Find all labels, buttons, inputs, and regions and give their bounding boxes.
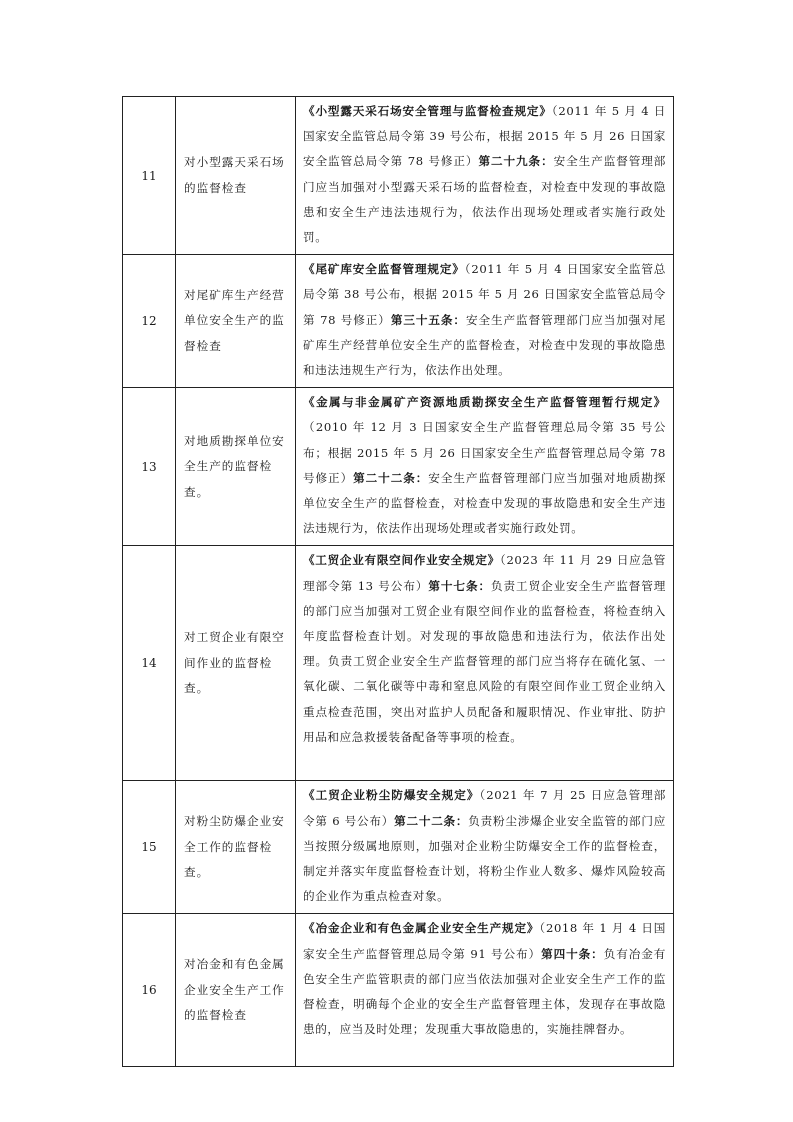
inspection-item: 对粉尘防爆企业安全工作的监督检查。 <box>176 781 296 914</box>
law-title: 《工贸企业有限空间作业安全规定》 <box>303 553 500 568</box>
legal-basis <box>296 97 674 255</box>
table-row <box>123 914 674 1067</box>
law-title: 《冶金企业和有色金属企业安全生产规定》 <box>303 921 540 936</box>
legal-basis <box>296 781 674 914</box>
table-row <box>123 388 674 546</box>
law-title: 《金属与非金属矿产资源地质勘探安全生产监督管理暂行规定》 <box>303 395 666 410</box>
law-source: （2011 年 5 月 4 日国家安全监管总局令第 39 号公布，根据 2015 年 5 月 26 日国家安全监管总局令第 78 号修正） <box>303 104 666 169</box>
article-number: 第十七条： <box>428 578 491 593</box>
table-row <box>123 781 674 914</box>
article-text: 负责工贸企业安全生产监督管理的部门应当加强对工贸企业有限空间作业的监督检查，将检查纳入年度监督检查计划。对发现的事故隐患和违法行为，依法作出处理。负责工贸企业安全生产监督管理的部门应当将存在硫化氢、一氧化碳、二氧化碳等中毒和窒息风险的有限空间作业工贸企业纳入重点检查范围，突出对监护人员配备和履职情况、作业审批、防护用品和应急救援装备配备等事项的检查。 <box>303 578 666 744</box>
legal-basis <box>296 914 674 1067</box>
inspection-item: 对地质勘探单位安全生产的监督检查。 <box>176 388 296 546</box>
law-source: （2011 年 5 月 4 日国家安全监管总局令第 38 号公布，根据 2015 年 5 月 26 日国家安全监管总局令第 78 号修正） <box>303 262 666 327</box>
table-row <box>123 546 674 781</box>
legal-basis <box>296 255 674 388</box>
article-text: 负有冶金有色安全生产监管职责的部门应当依法加强对企业安全生产工作的监督检查，明确每个企业的安全生产监督管理主体，发现存在事故隐患的，应当及时处理；发现重大事故隐患的，实施挂牌督办。 <box>303 946 666 1037</box>
table-row <box>123 255 674 388</box>
article-number: 第三十五条： <box>390 312 466 327</box>
inspection-item: 对小型露天采石场的监督检查 <box>176 97 296 255</box>
row-number: 15 <box>123 781 176 914</box>
article-number: 第二十九条： <box>478 154 554 169</box>
row-number: 16 <box>123 914 176 1067</box>
article-number: 第四十条： <box>541 946 604 961</box>
inspection-item: 对冶金和有色金属企业安全生产工作的监督检查 <box>176 914 296 1067</box>
article-number: 第二十二条： <box>394 813 469 828</box>
law-title: 《尾矿库安全监督管理规定》 <box>303 262 465 277</box>
article-text: 安全生产监督管理部门应当加强对地质勘探单位安全生产的监督检查，对检查中发现的事故隐患和安全生产违法违规行为，依法作出现场处理或者实施行政处罚。 <box>303 470 666 536</box>
table-row <box>123 97 674 255</box>
article-text: 负责粉尘涉爆企业安全监管的部门应当按照分级属地原则，加强对企业粉尘防爆安全工作的监督检查，制定并落实年度监督检查计划，将粉尘作业人数多、爆炸风险较高的企业作为重点检查对象。 <box>303 813 666 904</box>
legal-basis <box>296 388 674 546</box>
article-number: 第二十二条： <box>353 470 429 485</box>
row-number: 12 <box>123 255 176 388</box>
law-source: （2018 年 1 月 4 日国家安全生产监督管理总局令第 91 号公布） <box>303 921 666 961</box>
law-title: 《小型露天采石场安全管理与监督检查规定》 <box>303 104 552 118</box>
law-source: （2023 年 11 月 29 日应急管理部令第 13 号公布） <box>303 553 666 593</box>
legal-basis <box>296 546 674 781</box>
law-title: 《工贸企业粉尘防爆安全规定》 <box>303 788 480 803</box>
row-number: 13 <box>123 388 176 546</box>
article-text: 安全生产监督管理部门应当加强对小型露天采石场的监督检查，对检查中发现的事故隐患和安全生产违法违规行为，依法作出现场处理或者实施行政处罚。 <box>303 154 666 245</box>
inspection-item: 对工贸企业有限空间作业的监督检查。 <box>176 546 296 781</box>
law-source: （2021 年 7 月 25 日应急管理部令第 6 号公布） <box>303 788 666 828</box>
inspection-item: 对尾矿库生产经营单位安全生产的监督检查 <box>176 255 296 388</box>
regulation-table <box>122 96 674 1067</box>
article-text: 安全生产监督管理部门应当加强对尾矿库生产经营单位安全生产的监督检查，对检查中发现的事故隐患和违法违规生产行为，依法作出处理。 <box>303 312 666 378</box>
row-number: 14 <box>123 546 176 781</box>
law-source: （2010 年 12 月 3 日国家安全生产监督管理总局令第 35 号公布；根据 2015 年 5 月 26 日国家安全生产监督管理总局令第 78 号修正） <box>303 420 666 485</box>
row-number: 11 <box>123 97 176 255</box>
